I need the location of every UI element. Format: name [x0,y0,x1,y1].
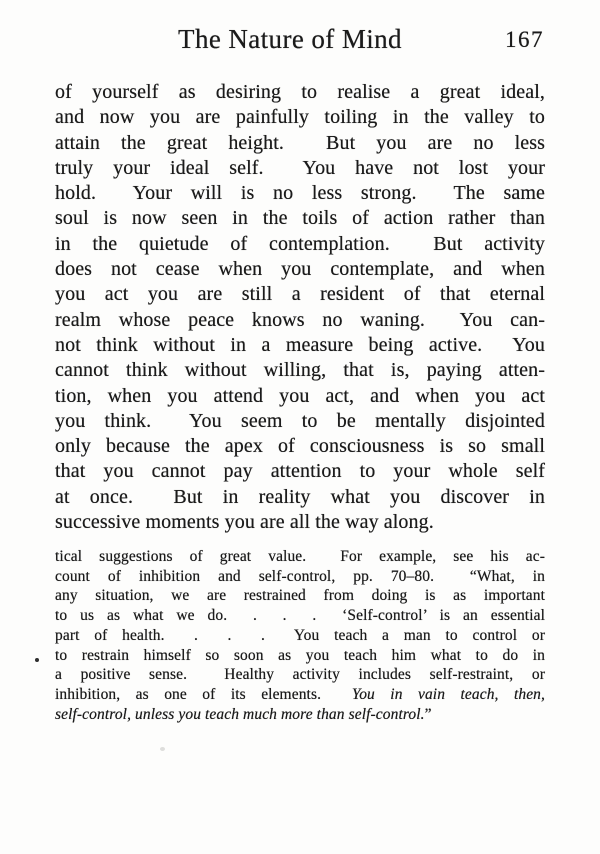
body-line: not think without in a measure being active. You [55,333,545,356]
footnote-line: count of inhibition and self-control, pp. 70–80. “What, in [55,567,545,585]
footnote-line: tical suggestions of great value. For example, see his ac- [55,548,545,565]
page-number: 167 [505,27,544,52]
footnote-line: part of health. . . . You teach a man to control or [55,626,545,644]
body-line: successive moments you are all the way along. [55,511,434,534]
page-header [55,24,545,58]
footnote-line [55,705,545,725]
body-line: and now you are painfully toiling in the valley to [55,106,545,129]
body-line: in the quietude of contemplation. But activity [55,232,545,255]
body-line: that you cannot pay attention to your whole self [55,460,545,483]
body-line: hold. Your will is no less strong. The same [55,182,545,205]
margin-dot [35,658,39,662]
body-line: soul is now seen in the toils of action rather than [55,207,545,230]
closing-quote: ” [424,705,432,723]
footnote-line: to us as what we do. . . . ‘Self-control’ is an essential [55,607,545,625]
footnote-line: a positive sense. Healthy activity includes self-restraint, or [55,666,545,684]
scan-speck [160,747,165,751]
body-line: tion, when you attend you act, and when you act [55,384,545,407]
body-line: at once. But in reality what you discover in [55,485,545,508]
footnote-text [55,547,545,724]
body-line: does not cease when you contemplate, and when [55,258,545,281]
footnote-italic-text: You in vain teach, then, [351,685,545,703]
footnote-line: any situation, we are restrained from doing is as important [55,587,545,605]
footnote-italic-text: self-control, unless you teach much more than self-control. [55,705,425,723]
footnote-line [55,685,545,705]
footnote-line: to restrain himself so soon as you teach him what to do in [55,646,545,664]
body-line: of yourself as desiring to realise a great ideal, [55,81,545,103]
body-line: you act you are still a resident of that eternal [55,283,545,306]
body-line: attain the great height. But you are no less [55,131,545,154]
footnote-roman-text: inhibition, as one of its elements. [55,685,352,703]
body-line: realm whose peace knows no waning. You can- [55,308,545,331]
body-line: cannot think without willing, that is, paying atten- [55,359,545,382]
body-line: you think. You seem to be mentally disjointed [55,409,545,432]
body-line: truly your ideal self. You have not lost your [55,156,545,179]
body-line: only because the apex of consciousness is so small [55,435,545,458]
body-text [55,80,545,535]
page-title: The Nature of Mind [178,24,402,54]
